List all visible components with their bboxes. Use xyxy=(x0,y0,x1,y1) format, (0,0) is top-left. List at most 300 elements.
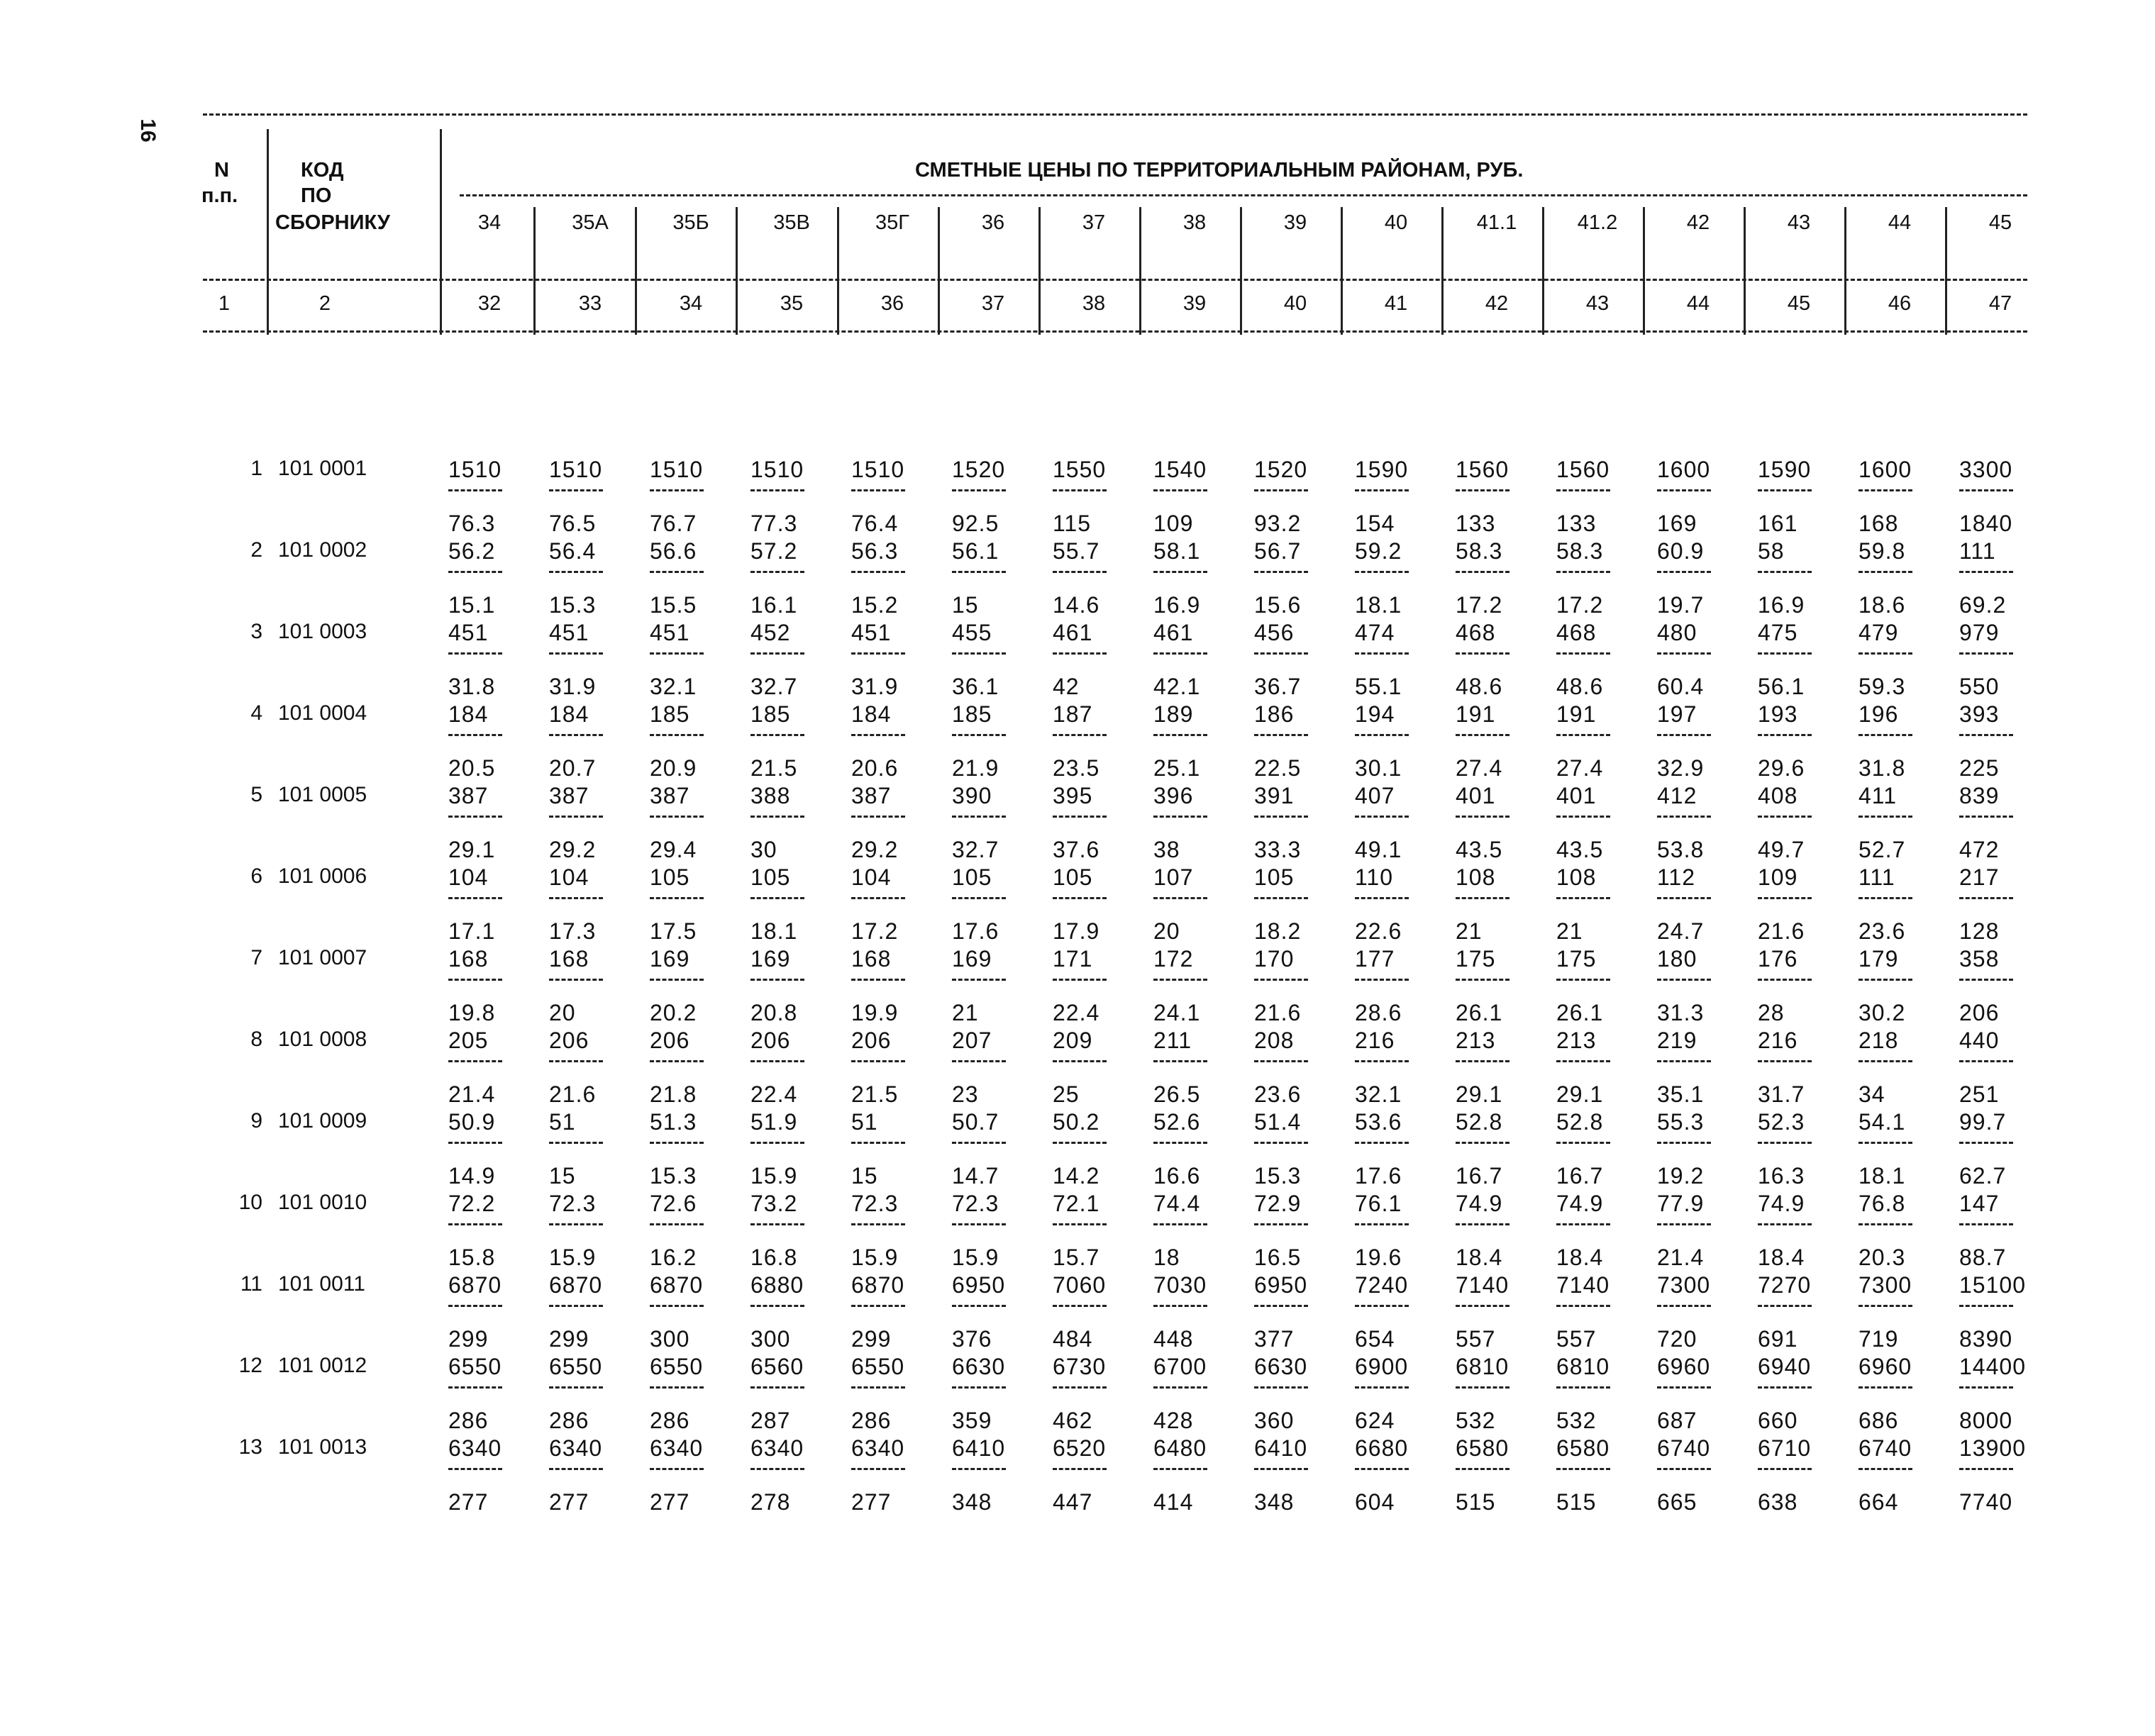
price-lower: 17.9 xyxy=(1053,918,1100,944)
fraction-dash xyxy=(549,816,603,818)
price-lower: 29.2 xyxy=(851,837,899,862)
fraction-dash xyxy=(1355,1305,1409,1307)
price-lower: 360 xyxy=(1254,1408,1295,1433)
price-lower: 21.6 xyxy=(549,1081,597,1107)
fraction-dash xyxy=(851,979,905,981)
price-upper: 395 xyxy=(1053,783,1093,808)
price-upper: 408 xyxy=(1758,783,1798,808)
price-lower: 42.1 xyxy=(1153,674,1201,699)
fraction-dash xyxy=(1556,979,1610,981)
fraction-dash xyxy=(1456,1142,1509,1144)
price-upper: 189 xyxy=(1153,701,1194,727)
price-upper: 1510 xyxy=(448,457,502,482)
fraction-dash xyxy=(1657,1468,1711,1470)
price-lower: 277 xyxy=(549,1489,589,1515)
price-lower: 27.4 xyxy=(1456,755,1503,781)
fraction-dash xyxy=(1657,979,1711,981)
region-code: 35В xyxy=(773,211,810,234)
price-lower: 16.1 xyxy=(750,592,798,618)
price-upper: 839 xyxy=(1959,783,2000,808)
price-upper: 194 xyxy=(1355,701,1395,727)
price-upper: 59.8 xyxy=(1858,538,1906,564)
price-upper: 172 xyxy=(1153,946,1194,972)
fraction-dash xyxy=(448,897,502,899)
fraction-dash xyxy=(1556,816,1610,818)
price-upper: 452 xyxy=(750,620,791,645)
price-lower: 38 xyxy=(1153,837,1180,862)
price-lower: 17.5 xyxy=(650,918,697,944)
price-lower: 48.6 xyxy=(1456,674,1503,699)
price-lower: 49.7 xyxy=(1758,837,1805,862)
price-upper: 50.2 xyxy=(1053,1109,1100,1135)
fraction-dash xyxy=(650,734,704,736)
price-lower: 32.1 xyxy=(1355,1081,1402,1107)
price-lower: 15 xyxy=(851,1163,878,1189)
price-upper: 72.3 xyxy=(851,1191,899,1216)
fraction-dash xyxy=(1355,652,1409,655)
price-upper: 184 xyxy=(851,701,892,727)
price-upper: 7140 xyxy=(1556,1272,1610,1298)
fraction-dash xyxy=(1153,1386,1207,1389)
fraction-dash xyxy=(851,1060,905,1062)
price-lower: 20 xyxy=(549,1000,576,1025)
fraction-dash xyxy=(1858,816,1912,818)
price-lower: 23.5 xyxy=(1053,755,1100,781)
price-upper: 1510 xyxy=(851,457,905,482)
price-upper: 206 xyxy=(549,1028,589,1053)
price-upper: 412 xyxy=(1657,783,1697,808)
row-number: 13 xyxy=(238,1435,262,1459)
region-separator xyxy=(736,207,738,335)
fraction-dash xyxy=(1456,897,1509,899)
price-upper: 54.1 xyxy=(1858,1109,1906,1135)
fraction-dash xyxy=(851,571,905,573)
price-upper: 6940 xyxy=(1758,1354,1812,1379)
price-lower: 18.6 xyxy=(1858,592,1906,618)
price-upper: 387 xyxy=(650,783,690,808)
price-upper: 7240 xyxy=(1355,1272,1409,1298)
price-upper: 6340 xyxy=(851,1435,905,1461)
fraction-dash xyxy=(549,1386,603,1389)
price-upper: 6740 xyxy=(1657,1435,1711,1461)
fraction-dash xyxy=(1153,1223,1207,1225)
price-lower: 26.1 xyxy=(1556,1000,1604,1025)
price-upper: 455 xyxy=(952,620,992,645)
price-lower: 448 xyxy=(1153,1326,1194,1352)
row-number: 5 xyxy=(250,783,262,806)
price-upper: 197 xyxy=(1657,701,1697,727)
price-lower: 21.4 xyxy=(1657,1245,1705,1270)
fraction-dash xyxy=(1053,816,1107,818)
price-upper: 6580 xyxy=(1456,1435,1509,1461)
fraction-dash xyxy=(1858,897,1912,899)
region-code: 38 xyxy=(1182,211,1207,234)
fraction-dash xyxy=(1959,979,2013,981)
price-lower: 660 xyxy=(1758,1408,1798,1433)
price-upper: 206 xyxy=(851,1028,892,1053)
price-lower: 15.9 xyxy=(750,1163,798,1189)
price-lower: 21 xyxy=(952,1000,979,1025)
price-lower: 21.4 xyxy=(448,1081,496,1107)
fraction-dash xyxy=(1959,652,2013,655)
price-lower: 20 xyxy=(1153,918,1180,944)
price-lower: 29.4 xyxy=(650,837,697,862)
price-upper: 6340 xyxy=(549,1435,603,1461)
column-number: 42 xyxy=(1485,292,1509,315)
price-lower: 31.3 xyxy=(1657,1000,1705,1025)
price-upper: 6730 xyxy=(1053,1354,1107,1379)
column-number: 47 xyxy=(1988,292,2012,315)
fraction-dash xyxy=(650,1305,704,1307)
price-upper: 6810 xyxy=(1456,1354,1509,1379)
price-upper: 56.7 xyxy=(1254,538,1302,564)
price-upper: 387 xyxy=(549,783,589,808)
price-upper: 1600 xyxy=(1657,457,1711,482)
price-lower: 28.6 xyxy=(1355,1000,1402,1025)
price-upper: 391 xyxy=(1254,783,1295,808)
region-separator xyxy=(1542,207,1544,335)
fraction-dash xyxy=(851,489,905,491)
fraction-dash xyxy=(1556,734,1610,736)
fraction-dash xyxy=(952,1305,1006,1307)
price-lower: 18.1 xyxy=(750,918,798,944)
price-lower: 532 xyxy=(1556,1408,1597,1433)
price-upper: 72.3 xyxy=(952,1191,999,1216)
price-upper: 104 xyxy=(549,864,589,890)
price-upper: 6950 xyxy=(952,1272,1006,1298)
price-lower: 15.3 xyxy=(650,1163,697,1189)
fraction-dash xyxy=(1053,1386,1107,1389)
price-lower: 20.5 xyxy=(448,755,496,781)
fraction-dash xyxy=(1254,816,1308,818)
price-lower: 168 xyxy=(1858,511,1899,536)
price-upper: 185 xyxy=(650,701,690,727)
fraction-dash xyxy=(1959,571,2013,573)
collection-code: 101 0009 xyxy=(278,1109,367,1133)
fraction-dash xyxy=(1456,571,1509,573)
price-lower: 286 xyxy=(650,1408,690,1433)
price-upper: 480 xyxy=(1657,620,1697,645)
fraction-dash xyxy=(952,1060,1006,1062)
fraction-dash xyxy=(1858,734,1912,736)
price-lower: 20.9 xyxy=(650,755,697,781)
price-lower: 22.4 xyxy=(1053,1000,1100,1025)
price-upper: 7060 xyxy=(1053,1272,1107,1298)
price-upper: 51 xyxy=(851,1109,878,1135)
price-lower: 154 xyxy=(1355,511,1395,536)
price-lower: 17.2 xyxy=(1456,592,1503,618)
price-lower: 14.2 xyxy=(1053,1163,1100,1189)
collection-code: 101 0001 xyxy=(278,457,367,480)
fraction-dash xyxy=(1153,571,1207,573)
price-upper: 3300 xyxy=(1959,457,2013,482)
fraction-dash xyxy=(448,979,502,981)
header-title: СМЕТНЫЕ ЦЕНЫ ПО ТЕРРИТОРИАЛЬНЫМ РАЙОНАМ, РУБ. xyxy=(915,159,1524,182)
price-lower: 69.2 xyxy=(1959,592,2007,618)
price-upper: 1560 xyxy=(1556,457,1610,482)
price-upper: 6550 xyxy=(448,1354,502,1379)
collection-code: 101 0002 xyxy=(278,538,367,562)
price-upper: 388 xyxy=(750,783,791,808)
price-upper: 175 xyxy=(1456,946,1496,972)
fraction-dash xyxy=(1053,489,1107,491)
price-lower: 286 xyxy=(448,1408,489,1433)
row-number: 8 xyxy=(250,1028,262,1051)
region-code: 44 xyxy=(1888,211,1912,234)
fraction-dash xyxy=(549,489,603,491)
fraction-dash xyxy=(549,1142,603,1144)
price-upper: 6870 xyxy=(650,1272,704,1298)
price-lower: 21.9 xyxy=(952,755,999,781)
price-lower: 719 xyxy=(1858,1326,1899,1352)
price-upper: 358 xyxy=(1959,946,2000,972)
price-lower: 32.9 xyxy=(1657,755,1705,781)
fraction-dash xyxy=(1355,979,1409,981)
fraction-dash xyxy=(1758,652,1812,655)
price-upper: 1550 xyxy=(1053,457,1107,482)
region-code: 36 xyxy=(981,211,1005,234)
price-lower: 19.9 xyxy=(851,1000,899,1025)
price-upper: 7140 xyxy=(1456,1272,1509,1298)
fraction-dash xyxy=(1657,816,1711,818)
price-lower: 34 xyxy=(1858,1081,1885,1107)
page-number: 16 xyxy=(136,118,160,143)
price-upper: 73.2 xyxy=(750,1191,798,1216)
price-upper: 58 xyxy=(1758,538,1785,564)
price-upper: 6480 xyxy=(1153,1435,1207,1461)
price-upper: 390 xyxy=(952,783,992,808)
fraction-dash xyxy=(1355,1223,1409,1225)
price-upper: 219 xyxy=(1657,1028,1697,1053)
fraction-dash xyxy=(750,489,804,491)
fraction-dash xyxy=(1556,1468,1610,1470)
price-lower: 29.1 xyxy=(1456,1081,1503,1107)
fraction-dash xyxy=(1153,979,1207,981)
price-lower: 76.3 xyxy=(448,511,496,536)
price-lower: 60.4 xyxy=(1657,674,1705,699)
price-upper: 6580 xyxy=(1556,1435,1610,1461)
fraction-dash xyxy=(1355,1060,1409,1062)
price-lower: 14.6 xyxy=(1053,592,1100,618)
price-upper: 186 xyxy=(1254,701,1295,727)
price-lower: 557 xyxy=(1556,1326,1597,1352)
price-upper: 6520 xyxy=(1053,1435,1107,1461)
price-lower: 93.2 xyxy=(1254,511,1302,536)
region-code: 43 xyxy=(1787,211,1811,234)
fraction-dash xyxy=(1758,571,1812,573)
fraction-dash xyxy=(1959,816,2013,818)
fraction-dash xyxy=(1456,1060,1509,1062)
price-upper: 111 xyxy=(1959,538,1996,564)
price-upper: 7030 xyxy=(1153,1272,1207,1298)
price-lower: 18.2 xyxy=(1254,918,1302,944)
price-upper: 393 xyxy=(1959,701,2000,727)
price-lower: 76.7 xyxy=(650,511,697,536)
price-upper: 185 xyxy=(750,701,791,727)
price-lower: 25 xyxy=(1053,1081,1080,1107)
price-upper: 191 xyxy=(1556,701,1597,727)
price-upper: 7270 xyxy=(1758,1272,1812,1298)
fraction-dash xyxy=(1456,1468,1509,1470)
fraction-dash xyxy=(750,1305,804,1307)
fraction-dash xyxy=(750,979,804,981)
fraction-dash xyxy=(1254,652,1308,655)
price-lower: 447 xyxy=(1053,1489,1093,1515)
price-lower: 225 xyxy=(1959,755,2000,781)
column-number-1: 1 xyxy=(218,292,231,315)
fraction-dash xyxy=(1758,1468,1812,1470)
column-number: 40 xyxy=(1283,292,1307,315)
separator-code-prices xyxy=(440,129,442,335)
price-upper: 72.2 xyxy=(448,1191,496,1216)
price-upper: 6630 xyxy=(1254,1354,1308,1379)
collection-code: 101 0007 xyxy=(278,946,367,969)
fraction-dash xyxy=(1153,652,1207,655)
row-number: 12 xyxy=(238,1354,262,1377)
fraction-dash xyxy=(1758,897,1812,899)
fraction-dash xyxy=(1556,1142,1610,1144)
fraction-dash xyxy=(952,979,1006,981)
price-lower: 32.1 xyxy=(650,674,697,699)
price-upper: 387 xyxy=(448,783,489,808)
fraction-dash xyxy=(1556,1305,1610,1307)
price-lower: 52.7 xyxy=(1858,837,1906,862)
price-upper: 6700 xyxy=(1153,1354,1207,1379)
price-lower: 15.1 xyxy=(448,592,496,618)
price-lower: 16.9 xyxy=(1758,592,1805,618)
price-lower: 686 xyxy=(1858,1408,1899,1433)
region-separator xyxy=(1643,207,1645,335)
fraction-dash xyxy=(1657,897,1711,899)
price-lower: 654 xyxy=(1355,1326,1395,1352)
fraction-dash xyxy=(1456,1305,1509,1307)
price-lower: 532 xyxy=(1456,1408,1496,1433)
price-upper: 74.9 xyxy=(1556,1191,1604,1216)
price-upper: 168 xyxy=(851,946,892,972)
fraction-dash xyxy=(1053,571,1107,573)
row-number: 2 xyxy=(250,538,262,562)
fraction-dash xyxy=(1657,489,1711,491)
fraction-dash xyxy=(1858,1386,1912,1389)
fraction-dash xyxy=(1456,489,1509,491)
fraction-dash xyxy=(851,652,905,655)
fraction-dash xyxy=(1959,897,2013,899)
price-upper: 175 xyxy=(1556,946,1597,972)
column-number: 34 xyxy=(679,292,703,315)
price-upper: 387 xyxy=(851,783,892,808)
price-upper: 193 xyxy=(1758,701,1798,727)
price-upper: 168 xyxy=(549,946,589,972)
price-lower: 14.7 xyxy=(952,1163,999,1189)
row-number: 1 xyxy=(250,457,262,480)
price-upper: 14400 xyxy=(1959,1354,2026,1379)
collection-code: 101 0013 xyxy=(278,1435,367,1459)
price-lower: 18.4 xyxy=(1556,1245,1604,1270)
fraction-dash xyxy=(1556,1223,1610,1225)
price-lower: 624 xyxy=(1355,1408,1395,1433)
price-lower: 251 xyxy=(1959,1081,2000,1107)
price-lower: 16.2 xyxy=(650,1245,697,1270)
price-lower: 56.1 xyxy=(1758,674,1805,699)
price-upper: 213 xyxy=(1556,1028,1597,1053)
price-lower: 277 xyxy=(650,1489,690,1515)
price-lower: 278 xyxy=(750,1489,791,1515)
fraction-dash xyxy=(851,897,905,899)
price-upper: 50.9 xyxy=(448,1109,496,1135)
price-lower: 300 xyxy=(650,1326,690,1352)
fraction-dash xyxy=(448,1142,502,1144)
price-lower: 26.5 xyxy=(1153,1081,1201,1107)
price-lower: 21.8 xyxy=(650,1081,697,1107)
price-upper: 401 xyxy=(1456,783,1496,808)
price-upper: 451 xyxy=(650,620,690,645)
sbornik-label: СБОРНИКУ xyxy=(275,211,390,234)
column-number: 32 xyxy=(477,292,502,315)
price-lower: 414 xyxy=(1153,1489,1194,1515)
fraction-dash xyxy=(1959,734,2013,736)
fraction-dash xyxy=(1657,1142,1711,1144)
price-lower: 30.1 xyxy=(1355,755,1402,781)
price-lower: 21.5 xyxy=(750,755,798,781)
price-upper: 206 xyxy=(750,1028,791,1053)
price-lower: 29.6 xyxy=(1758,755,1805,781)
fraction-dash xyxy=(1959,489,2013,491)
price-lower: 43.5 xyxy=(1456,837,1503,862)
price-upper: 1590 xyxy=(1355,457,1409,482)
price-lower: 55.1 xyxy=(1355,674,1402,699)
region-code: 35А xyxy=(572,211,609,234)
price-lower: 16.5 xyxy=(1254,1245,1302,1270)
price-upper: 55.3 xyxy=(1657,1109,1705,1135)
fraction-dash xyxy=(1858,1142,1912,1144)
fraction-dash xyxy=(952,1142,1006,1144)
fraction-dash xyxy=(952,897,1006,899)
price-upper: 401 xyxy=(1556,783,1597,808)
fraction-dash xyxy=(1758,489,1812,491)
price-upper: 107 xyxy=(1153,864,1194,890)
price-upper: 184 xyxy=(448,701,489,727)
price-lower: 7740 xyxy=(1959,1489,2013,1515)
price-lower: 15.3 xyxy=(1254,1163,1302,1189)
price-upper: 105 xyxy=(1053,864,1093,890)
fraction-dash xyxy=(549,652,603,655)
region-separator xyxy=(1945,207,1947,335)
fraction-dash xyxy=(1556,897,1610,899)
price-upper: 59.2 xyxy=(1355,538,1402,564)
fraction-dash xyxy=(1758,1142,1812,1144)
price-lower: 31.9 xyxy=(549,674,597,699)
price-upper: 56.2 xyxy=(448,538,496,564)
price-lower: 21 xyxy=(1456,918,1483,944)
price-lower: 115 xyxy=(1053,511,1092,536)
price-lower: 16.3 xyxy=(1758,1163,1805,1189)
row-number: 11 xyxy=(240,1272,262,1296)
fraction-dash xyxy=(750,1386,804,1389)
price-lower: 48.6 xyxy=(1556,674,1604,699)
region-code: 45 xyxy=(1988,211,2012,234)
fraction-dash xyxy=(650,1386,704,1389)
price-upper: 185 xyxy=(952,701,992,727)
price-upper: 451 xyxy=(549,620,589,645)
price-lower: 31.7 xyxy=(1758,1081,1805,1107)
price-lower: 24.1 xyxy=(1153,1000,1201,1025)
fraction-dash xyxy=(650,979,704,981)
price-lower: 20.3 xyxy=(1858,1245,1906,1270)
price-lower: 15 xyxy=(549,1163,576,1189)
price-lower: 62.7 xyxy=(1959,1163,2007,1189)
price-upper: 475 xyxy=(1758,620,1798,645)
price-upper: 451 xyxy=(448,620,489,645)
